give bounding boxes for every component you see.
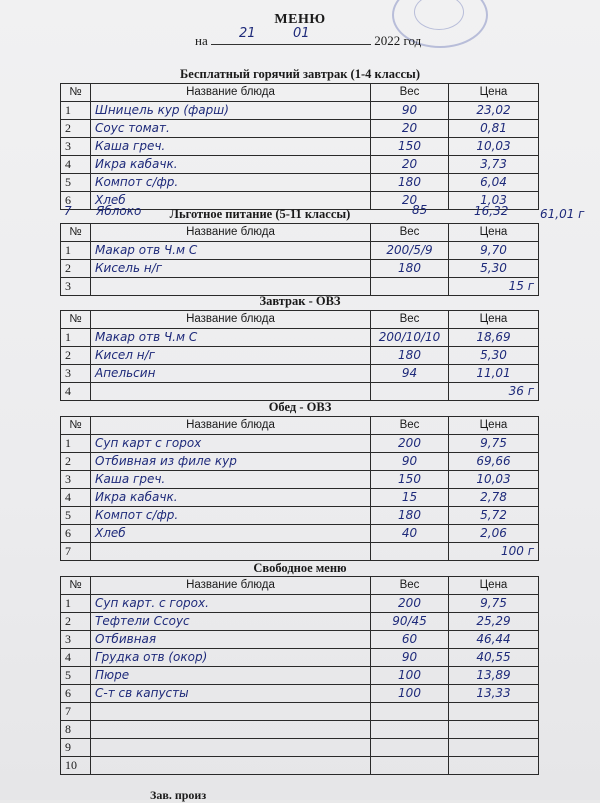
col-weight: Вес — [371, 577, 449, 595]
table-row — [61, 685, 539, 703]
table-row — [61, 260, 539, 278]
row-name: Пюре — [91, 667, 371, 685]
col-price: Цена — [449, 311, 539, 329]
col-name: Название блюда — [91, 577, 371, 595]
table-row — [61, 156, 539, 174]
row-price: 2,78 — [449, 489, 539, 507]
row-weight: 20 — [371, 120, 449, 138]
row-num: 1 — [61, 242, 91, 260]
row-weight: 180 — [371, 347, 449, 365]
row-price: 10,03 — [449, 138, 539, 156]
date-month: 01 — [292, 26, 310, 41]
section-title-subsidized: Льготное питание (5-11 классы) — [169, 207, 351, 221]
row-price: 18,69 — [449, 329, 539, 347]
row-name: Каша греч. — [91, 138, 371, 156]
table-free-menu — [60, 576, 539, 775]
table-row — [61, 489, 539, 507]
row-num: 2 — [61, 120, 91, 138]
row-name: Макар отв Ч.м С — [91, 242, 371, 260]
date-day: 21 — [238, 26, 256, 41]
section-title-free-menu: Свободное меню — [253, 561, 347, 575]
table-row — [61, 721, 539, 739]
col-weight: Вес — [371, 84, 449, 102]
row-weight: 180 — [371, 507, 449, 525]
row-name: Грудка отв (окор) — [91, 649, 371, 667]
row-num: 6 — [61, 685, 91, 703]
row-name — [91, 703, 371, 721]
row-weight: 200 — [371, 595, 449, 613]
row-weight: 20 — [371, 192, 449, 210]
row-weight: 15 — [371, 489, 449, 507]
row-weight: 40 — [371, 525, 449, 543]
row-name: Компот с/фр. — [91, 174, 371, 192]
row-weight: 200 — [371, 435, 449, 453]
extra-row-name: Яблоко — [96, 204, 142, 218]
row-num: 3 — [61, 365, 91, 383]
section-title-breakfast-ovz: Завтрак - ОВЗ — [259, 294, 341, 308]
table-subsidized — [60, 223, 539, 296]
row-num: 2 — [61, 260, 91, 278]
col-num: № — [61, 224, 91, 242]
table-row — [61, 757, 539, 775]
date-year: 2022 год — [374, 33, 422, 48]
col-price: Цена — [449, 224, 539, 242]
row-name: Кисель н/г — [91, 260, 371, 278]
row-num: 3 — [61, 471, 91, 489]
row-price: 23,02 — [449, 102, 539, 120]
row-num: 4 — [61, 156, 91, 174]
row-price: 5,30 — [449, 347, 539, 365]
row-price: 5,30 — [449, 260, 539, 278]
row-name: Макар отв Ч.м С — [91, 329, 371, 347]
row-num: 10 — [61, 757, 91, 775]
table-row — [61, 543, 539, 561]
row-weight: 200/5/9 — [371, 242, 449, 260]
table-row — [61, 631, 539, 649]
row-num: 4 — [61, 649, 91, 667]
table-header-row — [61, 577, 539, 595]
row-weight: 90 — [371, 453, 449, 471]
table-row — [61, 102, 539, 120]
table-row — [61, 507, 539, 525]
row-price: 13,33 — [449, 685, 539, 703]
row-num: 2 — [61, 347, 91, 365]
row-num: 1 — [61, 435, 91, 453]
section-title-free-breakfast: Бесплатный горячий завтрак (1-4 классы) — [180, 67, 420, 81]
row-price: 13,89 — [449, 667, 539, 685]
extra-row-price: 16,32 — [474, 204, 509, 218]
row-weight: 20 — [371, 156, 449, 174]
row-price: 40,55 — [449, 649, 539, 667]
row-price — [449, 757, 539, 775]
table-row — [61, 703, 539, 721]
row-num: 8 — [61, 721, 91, 739]
col-weight: Вес — [371, 224, 449, 242]
row-num: 6 — [61, 192, 91, 210]
row-weight — [371, 383, 449, 401]
row-price: 2,06 — [449, 525, 539, 543]
table-row — [61, 120, 539, 138]
row-name: Тефтели Ссоус — [91, 613, 371, 631]
table-free-breakfast — [60, 83, 539, 210]
col-weight: Вес — [371, 417, 449, 435]
table-row — [61, 138, 539, 156]
col-weight: Вес — [371, 311, 449, 329]
row-weight — [371, 739, 449, 757]
row-weight — [371, 757, 449, 775]
row-name: Хлеб — [91, 192, 371, 210]
row-name: Отбивная — [91, 631, 371, 649]
row-num: 5 — [61, 667, 91, 685]
row-price: 11,01 — [449, 365, 539, 383]
row-name — [91, 383, 371, 401]
col-num: № — [61, 311, 91, 329]
row-weight: 60 — [371, 631, 449, 649]
row-price — [449, 721, 539, 739]
row-weight: 94 — [371, 365, 449, 383]
table-row — [61, 365, 539, 383]
section-total: 36 г — [449, 383, 539, 401]
table-row — [61, 242, 539, 260]
date-prefix: на — [195, 33, 208, 48]
row-num: 7 — [61, 543, 91, 561]
row-num: 4 — [61, 383, 91, 401]
row-price: 1,03 — [449, 192, 539, 210]
table-row — [61, 453, 539, 471]
row-name: Икра кабачк. — [91, 489, 371, 507]
row-num: 1 — [61, 329, 91, 347]
table-row — [61, 667, 539, 685]
row-price: 0,81 — [449, 120, 539, 138]
table-row — [61, 329, 539, 347]
row-name — [91, 739, 371, 757]
table-row — [61, 739, 539, 757]
row-num: 2 — [61, 453, 91, 471]
row-num: 4 — [61, 489, 91, 507]
col-num: № — [61, 577, 91, 595]
table-row — [61, 174, 539, 192]
table-row — [61, 278, 539, 296]
section-total: 100 г — [449, 543, 539, 561]
table-row — [61, 613, 539, 631]
table-row — [61, 525, 539, 543]
table-row — [61, 347, 539, 365]
footer-signature-label: Зав. произ — [150, 788, 207, 802]
table-header-row — [61, 417, 539, 435]
row-name: Шницель кур (фарш) — [91, 102, 371, 120]
row-name: С-т св капусты — [91, 685, 371, 703]
row-weight — [371, 278, 449, 296]
row-name: Икра кабачк. — [91, 156, 371, 174]
table-header-row — [61, 224, 539, 242]
row-weight: 150 — [371, 471, 449, 489]
row-num: 3 — [61, 278, 91, 296]
row-weight: 100 — [371, 685, 449, 703]
row-price: 10,03 — [449, 471, 539, 489]
row-weight: 90/45 — [371, 613, 449, 631]
row-weight: 90 — [371, 649, 449, 667]
row-weight: 200/10/10 — [371, 329, 449, 347]
row-price: 9,75 — [449, 435, 539, 453]
table-breakfast-ovz — [60, 310, 539, 401]
row-num: 5 — [61, 174, 91, 192]
row-price: 9,70 — [449, 242, 539, 260]
row-weight — [371, 703, 449, 721]
table-row — [61, 435, 539, 453]
extra-row-total: 61,01 г — [540, 207, 585, 221]
row-name — [91, 278, 371, 296]
row-weight — [371, 543, 449, 561]
row-name — [91, 757, 371, 775]
table-lunch-ovz — [60, 416, 539, 561]
row-weight: 180 — [371, 174, 449, 192]
row-weight: 180 — [371, 260, 449, 278]
row-num: 5 — [61, 507, 91, 525]
row-weight: 90 — [371, 102, 449, 120]
row-num: 3 — [61, 138, 91, 156]
row-num: 9 — [61, 739, 91, 757]
col-price: Цена — [449, 84, 539, 102]
row-name: Соус томат. — [91, 120, 371, 138]
row-name: Кисел н/г — [91, 347, 371, 365]
col-name: Название блюда — [91, 311, 371, 329]
row-num: 7 — [61, 703, 91, 721]
row-name: Хлеб — [91, 525, 371, 543]
row-price: 69,66 — [449, 453, 539, 471]
col-name: Название блюда — [91, 84, 371, 102]
row-name: Суп карт с горох — [91, 435, 371, 453]
table-header-row — [61, 311, 539, 329]
table-row — [61, 471, 539, 489]
date-line — [195, 26, 422, 49]
row-name — [91, 543, 371, 561]
row-price: 5,72 — [449, 507, 539, 525]
row-weight — [371, 721, 449, 739]
section-title-lunch-ovz: Обед - ОВЗ — [268, 400, 332, 414]
row-num: 3 — [61, 631, 91, 649]
table-row — [61, 649, 539, 667]
row-price: 3,73 — [449, 156, 539, 174]
row-price — [449, 739, 539, 757]
page-title: МЕНЮ — [274, 12, 326, 27]
table-row — [61, 595, 539, 613]
row-name: Каша греч. — [91, 471, 371, 489]
row-weight: 150 — [371, 138, 449, 156]
row-num: 6 — [61, 525, 91, 543]
row-price — [449, 703, 539, 721]
row-price: 9,75 — [449, 595, 539, 613]
row-num: 1 — [61, 102, 91, 120]
row-price: 6,04 — [449, 174, 539, 192]
col-name: Название блюда — [91, 224, 371, 242]
row-price: 46,44 — [449, 631, 539, 649]
table-row — [61, 383, 539, 401]
date-blank — [211, 26, 371, 45]
row-name: Отбивная из филе кур — [91, 453, 371, 471]
col-price: Цена — [449, 417, 539, 435]
col-name: Название блюда — [91, 417, 371, 435]
row-name: Компот с/фр. — [91, 507, 371, 525]
row-name — [91, 721, 371, 739]
col-num: № — [61, 417, 91, 435]
section-total: 15 г — [449, 278, 539, 296]
row-price: 25,29 — [449, 613, 539, 631]
col-price: Цена — [449, 577, 539, 595]
row-weight: 100 — [371, 667, 449, 685]
extra-row-weight: 85 — [412, 203, 428, 217]
col-num: № — [61, 84, 91, 102]
row-name: Суп карт. с горох. — [91, 595, 371, 613]
row-num: 2 — [61, 613, 91, 631]
row-name: Апельсин — [91, 365, 371, 383]
row-num: 1 — [61, 595, 91, 613]
table-header-row — [61, 84, 539, 102]
extra-row-num: 7 — [64, 204, 72, 218]
